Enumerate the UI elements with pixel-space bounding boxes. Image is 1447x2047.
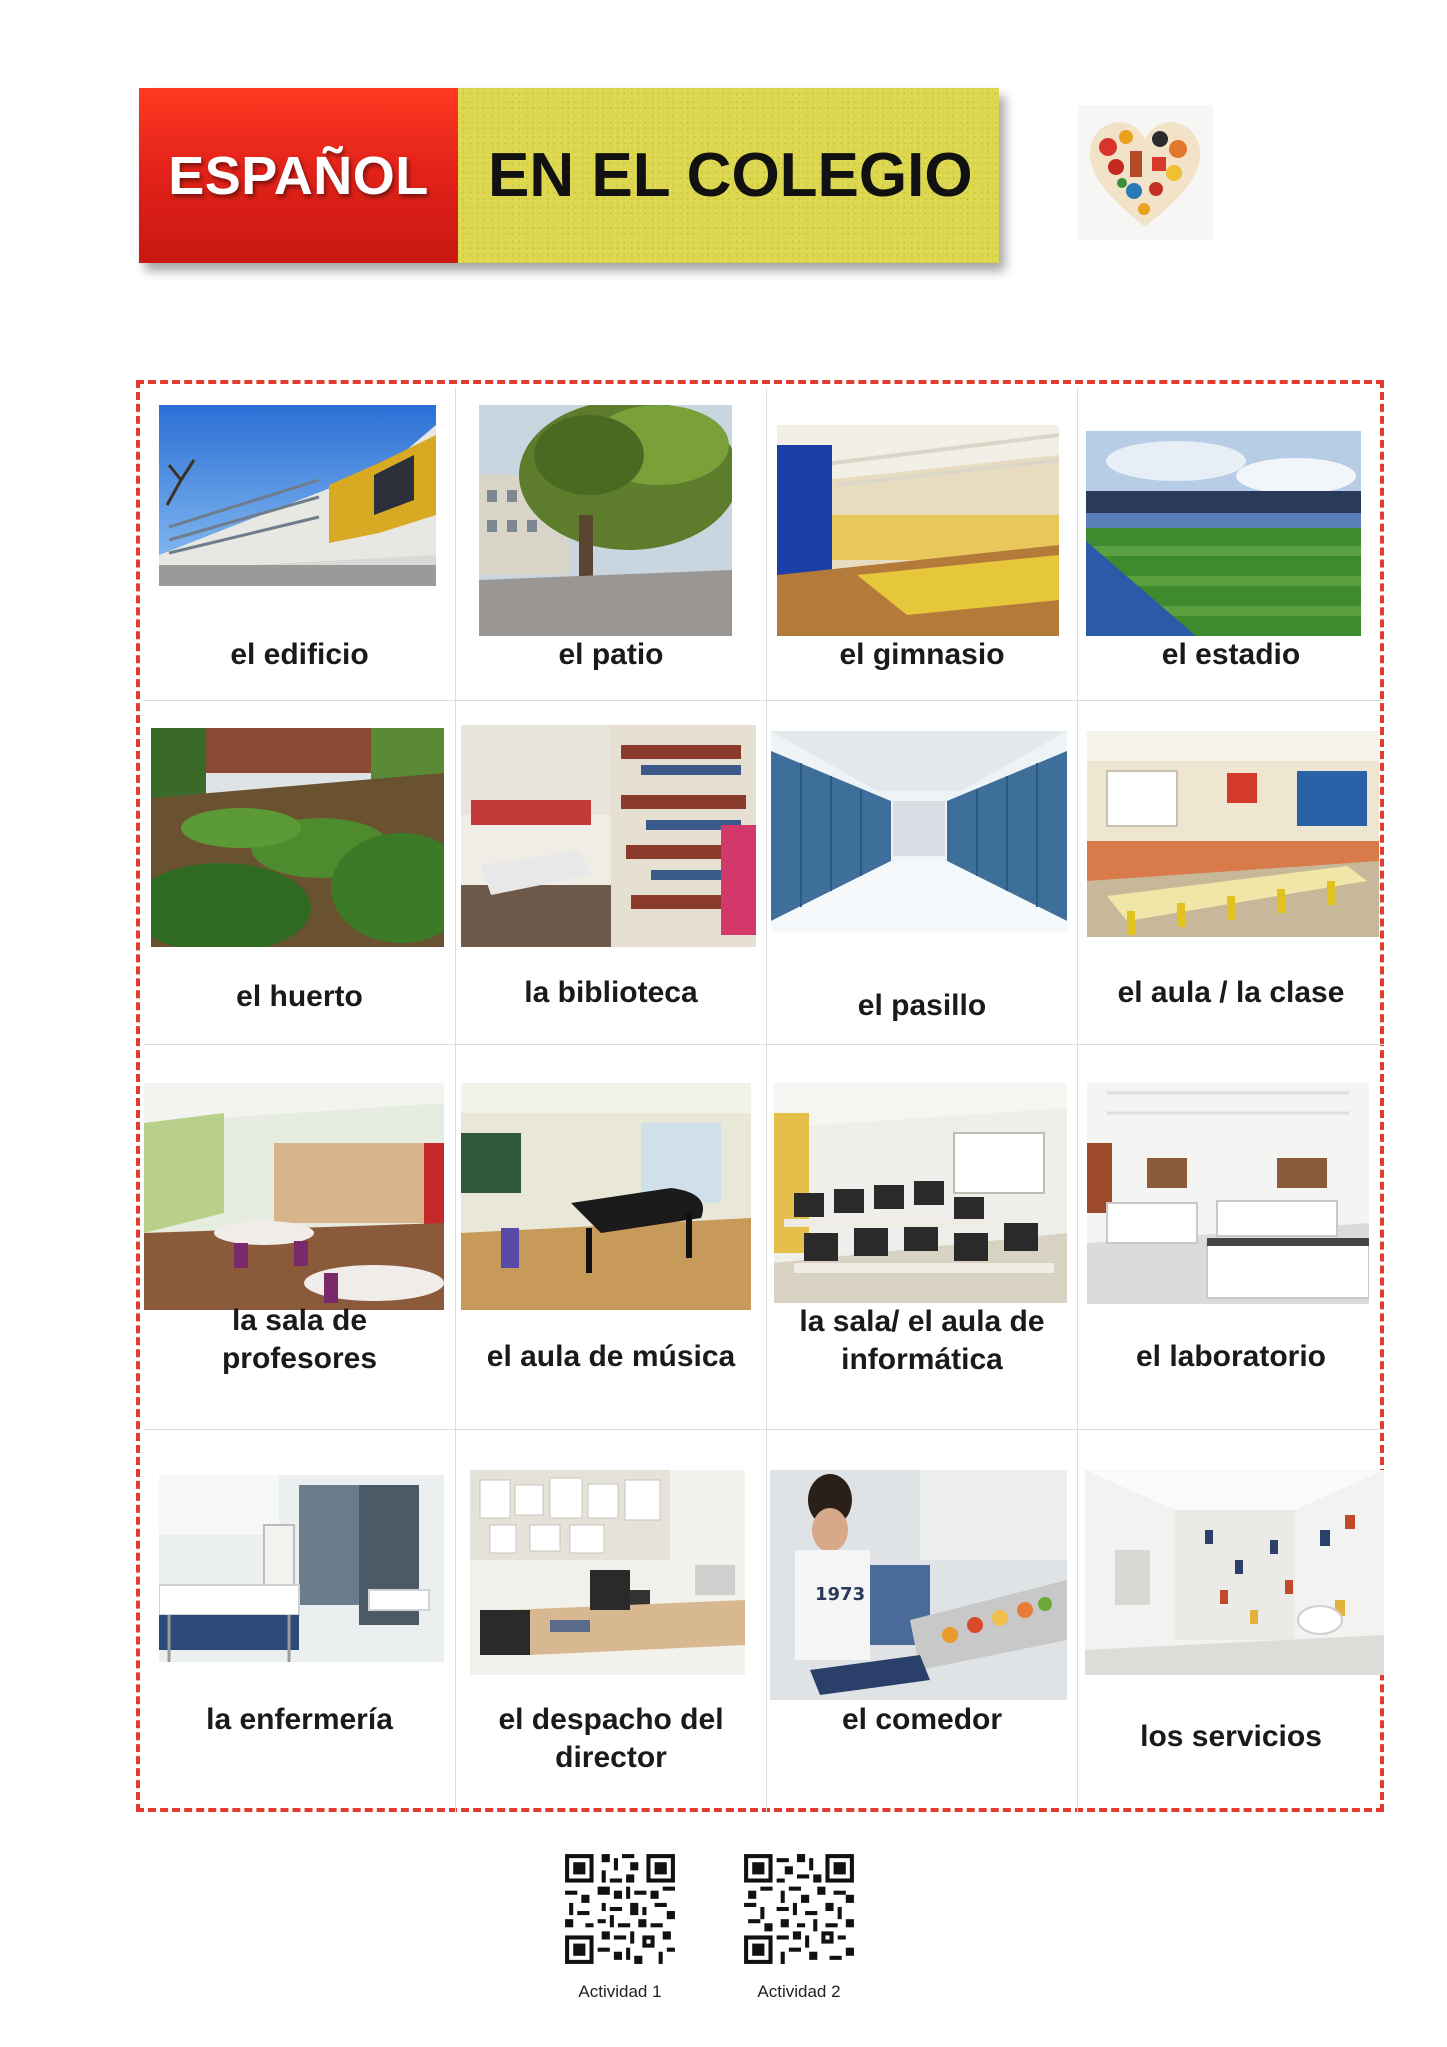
language-tag <box>139 88 458 263</box>
activity-label[interactable]: Actividad 1 <box>578 1982 662 2001</box>
card-el-edificio <box>144 388 456 701</box>
vegetable-garden-photo <box>151 728 444 947</box>
card-label: la biblioteca <box>524 976 698 1009</box>
gym-photo <box>777 425 1059 636</box>
activity-label[interactable]: Actividad 2 <box>757 1982 841 2001</box>
card-label: el edificio <box>230 638 369 671</box>
card-label: el comedor <box>841 1703 1003 1736</box>
music-room-photo <box>461 1083 751 1310</box>
card-el-estadio <box>1078 388 1384 701</box>
card-label: el aula de música <box>486 1340 736 1373</box>
card-el-patio <box>456 388 767 701</box>
card-el-gimnasio <box>767 388 1078 701</box>
staff-room-photo <box>144 1083 444 1310</box>
stadium-photo <box>1086 431 1361 636</box>
card-label: el estadio <box>1161 638 1301 671</box>
card-la-sala-el-aula-de-informatica <box>767 1045 1078 1430</box>
card-la-sala-de-profesores <box>144 1045 456 1430</box>
card-el-aula-de-musica <box>456 1045 767 1430</box>
building-photo <box>159 405 436 586</box>
library-photo <box>461 725 756 947</box>
card-label: el pasillo <box>857 989 987 1022</box>
card-label: los servicios <box>1140 1720 1322 1753</box>
card-label-line1 <box>144 1302 455 1378</box>
activity-2-qr[interactable] <box>734 1850 864 2002</box>
infirmary-photo <box>159 1475 444 1662</box>
laboratory-photo <box>1087 1083 1369 1304</box>
qr-code-icon[interactable] <box>740 1850 858 1968</box>
card-el-despacho-del-director <box>456 1430 767 1812</box>
svg-text:1973: 1973 <box>815 1584 866 1605</box>
hallway-photo <box>771 731 1067 932</box>
principal-office-photo <box>470 1470 745 1675</box>
card-el-laboratorio <box>1078 1045 1384 1430</box>
spain-heart-icon <box>1078 105 1213 240</box>
card-label: el huerto <box>236 980 363 1013</box>
schoolyard-photo <box>479 405 732 636</box>
card-el-comedor <box>767 1430 1078 1812</box>
vocabulary-card-grid <box>136 380 1384 1812</box>
card-el-huerto <box>144 701 456 1045</box>
card-label: el patio <box>558 638 664 671</box>
language-label: ESPAÑOL <box>168 145 429 206</box>
restrooms-photo <box>1085 1470 1384 1675</box>
title-banner <box>139 88 999 263</box>
card-label: el laboratorio <box>1135 1340 1327 1373</box>
card-label <box>767 1303 1077 1379</box>
card-el-aula-la-clase <box>1078 701 1384 1045</box>
card-la-biblioteca <box>456 701 767 1045</box>
card-label: el gimnasio <box>839 638 1005 671</box>
card-los-servicios <box>1078 1430 1384 1812</box>
card-el-pasillo <box>767 701 1078 1045</box>
qr-code-icon[interactable] <box>561 1850 679 1968</box>
activity-1-qr[interactable] <box>555 1850 685 2002</box>
canteen-photo <box>770 1470 1067 1700</box>
page-title: EN EL COLEGIO <box>488 141 973 210</box>
card-label: la enfermería <box>206 1703 393 1736</box>
card-label: la sala de profesores <box>221 1304 378 1375</box>
card-la-enfermeria <box>144 1430 456 1812</box>
card-label: el aula / la clase <box>1117 976 1345 1009</box>
card-label-text: la sala/ el aula de informática <box>799 1305 1045 1376</box>
card-label <box>456 1701 766 1777</box>
card-label-text: el despacho del director <box>498 1703 724 1774</box>
classroom-photo <box>1087 731 1379 937</box>
topic-title-box <box>458 88 999 263</box>
computer-room-photo <box>774 1083 1067 1303</box>
